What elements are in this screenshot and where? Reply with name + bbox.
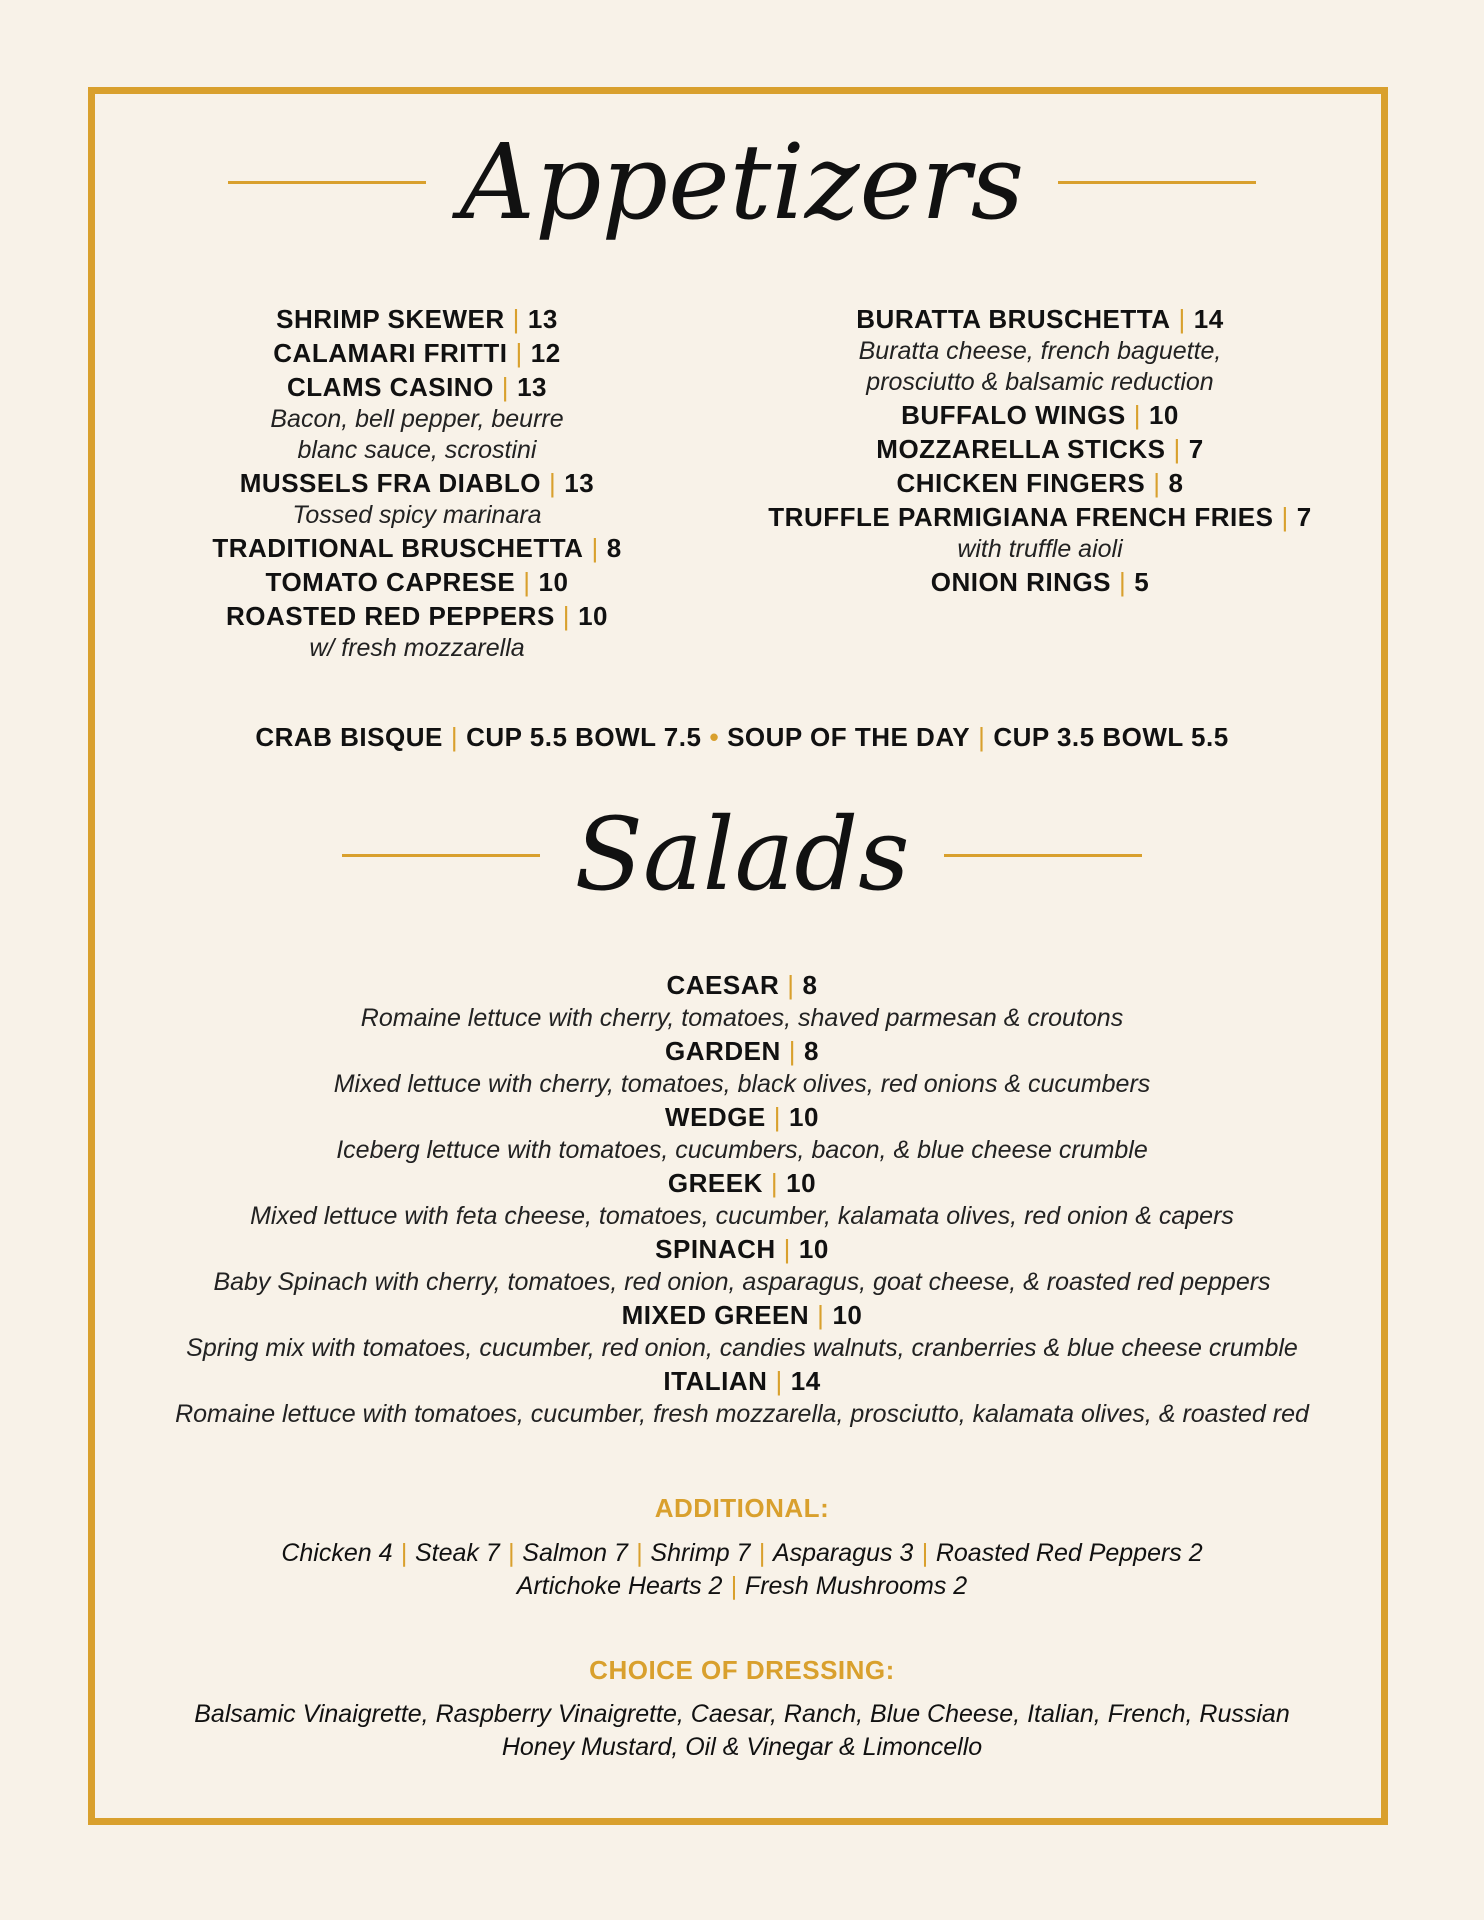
menu-item: [760, 432, 1320, 466]
item-name-line: [202, 531, 632, 565]
item-description: Romaine lettuce with cherry, tomatoes, shaved parmesan & croutons: [360, 1004, 1124, 1032]
item-description: Romaine lettuce with tomatoes, cucumber, fresh mozzarella, prosciutto, kalamata olives, & roasted red: [175, 1400, 1309, 1428]
item-price: 10: [1148, 400, 1179, 430]
pipe-separator: |: [1119, 567, 1127, 597]
menu-item: [100, 1298, 1384, 1364]
dressing-label: CHOICE OF DRESSING:: [589, 1655, 895, 1685]
item-name: BURATTA BRUSCHETTA: [856, 304, 1171, 334]
item-description: Spring mix with tomatoes, cucumber, red onion, candies walnuts, cranberries & blue cheese crumble: [186, 1334, 1298, 1362]
pipe-separator: |: [1281, 502, 1289, 532]
item-name: MIXED GREEN: [621, 1300, 810, 1330]
additional-option: Fresh Mushrooms 2: [744, 1572, 968, 1600]
soup-price: CUP 5.5 BOWL 7.5: [466, 722, 702, 752]
item-name: SHRIMP SKEWER: [276, 304, 505, 334]
dressing-list: [0, 1698, 1484, 1764]
item-description: prosciutto & balsamic reduction: [866, 368, 1214, 396]
item-name: TRADITIONAL BRUSCHETTA: [212, 533, 584, 563]
item-price: 14: [790, 1366, 821, 1396]
item-name-line: [760, 500, 1320, 534]
additional-option: Salmon 7: [522, 1539, 628, 1567]
additional-option: Roasted Red Peppers 2: [935, 1539, 1203, 1567]
item-name-line: [100, 1232, 1384, 1266]
pipe-separator: |: [450, 722, 459, 752]
item-price: 12: [530, 338, 561, 368]
appetizers-heading: [0, 121, 1484, 243]
item-name: GARDEN: [665, 1036, 781, 1066]
item-name-line: [100, 1100, 1384, 1134]
menu-item: [760, 466, 1320, 500]
item-name-line: [760, 398, 1320, 432]
item-name-line: [202, 599, 632, 633]
item-name-line: [760, 432, 1320, 466]
pipe-separator: |: [400, 1539, 407, 1567]
pipe-separator: |: [512, 304, 520, 334]
item-name: WEDGE: [665, 1102, 766, 1132]
item-name-line: [202, 302, 632, 336]
menu-item: [100, 1232, 1384, 1298]
menu-item: [202, 599, 632, 664]
item-description: Bacon, bell pepper, beurre: [270, 405, 564, 433]
item-name-line: [100, 1166, 1384, 1200]
item-name-line: [202, 336, 632, 370]
menu-item: [100, 1100, 1384, 1166]
dot-separator: •: [709, 722, 720, 752]
soup-price: CUP 3.5 BOWL 5.5: [993, 722, 1229, 752]
appetizers-left-column: [202, 302, 632, 664]
pipe-separator: |: [562, 601, 571, 631]
item-name: MUSSELS FRA DIABLO: [239, 468, 542, 498]
soups-line: [0, 722, 1484, 753]
pipe-separator: |: [1133, 400, 1141, 430]
item-name: CLAMS CASINO: [287, 372, 494, 402]
menu-item: [760, 398, 1320, 432]
pipe-separator: |: [1173, 434, 1181, 464]
item-name: GREEK: [667, 1168, 763, 1198]
soup-name: SOUP OF THE DAY: [727, 722, 971, 752]
pipe-separator: |: [549, 468, 557, 498]
item-name-line: [760, 466, 1320, 500]
item-description: with truffle aioli: [957, 535, 1123, 563]
item-description: Mixed lettuce with feta cheese, tomatoes, cucumber, kalamata olives, red onion & capers: [250, 1202, 1234, 1230]
pipe-separator: |: [783, 1234, 791, 1264]
item-name: MOZZARELLA STICKS: [876, 434, 1166, 464]
pipe-separator: |: [1178, 304, 1186, 334]
heading-rule-right: [944, 854, 1142, 857]
item-price: 10: [798, 1234, 829, 1264]
pipe-separator: |: [773, 1102, 782, 1132]
menu-item: [202, 370, 632, 466]
menu-item: [100, 1166, 1384, 1232]
item-name: TRUFFLE PARMIGIANA FRENCH FRIES: [768, 502, 1274, 532]
item-price: 7: [1296, 502, 1312, 532]
item-description: w/ fresh mozzarella: [309, 634, 525, 662]
item-price: 7: [1188, 434, 1204, 464]
heading-rule-left: [228, 181, 426, 184]
pipe-separator: |: [775, 1366, 783, 1396]
item-price: 14: [1193, 304, 1224, 334]
menu-item: [202, 565, 632, 599]
pipe-separator: |: [507, 1539, 515, 1567]
salads-heading: [0, 796, 1484, 913]
pipe-separator: |: [515, 338, 523, 368]
heading-rule-right: [1058, 181, 1256, 184]
item-price: 8: [1168, 468, 1184, 498]
menu-item: [100, 1364, 1384, 1430]
pipe-separator: |: [770, 1168, 779, 1198]
pipe-separator: |: [1153, 468, 1161, 498]
heading-rule-left: [342, 854, 540, 857]
item-name: BUFFALO WINGS: [901, 400, 1126, 430]
menu-item: [202, 531, 632, 565]
item-name: SPINACH: [655, 1234, 776, 1264]
pipe-separator: |: [921, 1539, 928, 1567]
item-name: TOMATO CAPRESE: [265, 567, 516, 597]
item-description: Mixed lettuce with cherry, tomatoes, black olives, red onions & cucumbers: [333, 1070, 1151, 1098]
item-name: ROASTED RED PEPPERS: [226, 601, 555, 631]
item-name: CAESAR: [666, 970, 780, 1000]
additional-label: ADDITIONAL:: [654, 1493, 830, 1523]
item-price: 10: [578, 601, 608, 631]
item-description: Tossed spicy marinara: [292, 501, 542, 529]
item-description: blanc sauce, scrostini: [297, 436, 537, 464]
item-price: 10: [832, 1300, 863, 1330]
dressing-line-1: Balsamic Vinaigrette, Raspberry Vinaigrette, Caesar, Ranch, Blue Cheese, Italian, French, Russian: [194, 1700, 1290, 1728]
appetizers-title: Appetizers: [459, 121, 1025, 243]
additional-option: Chicken 4: [281, 1539, 393, 1567]
menu-item: [760, 302, 1320, 398]
item-name-line: [100, 1034, 1384, 1068]
pipe-separator: |: [501, 372, 510, 402]
salads-title: Salads: [574, 796, 910, 913]
appetizers-right-column: [760, 302, 1320, 599]
pipe-separator: |: [788, 1036, 796, 1066]
pipe-separator: |: [635, 1539, 643, 1567]
item-name-line: [760, 565, 1320, 599]
item-name-line: [100, 968, 1384, 1002]
soup-name: CRAB BISQUE: [255, 722, 443, 752]
item-name-line: [202, 466, 632, 500]
item-name-line: [760, 302, 1320, 336]
pipe-separator: |: [787, 970, 795, 1000]
item-name: CALAMARI FRITTI: [273, 338, 508, 368]
menu-item: [202, 466, 632, 531]
additional-line-1: [0, 1537, 1484, 1570]
item-name-line: [202, 370, 632, 404]
item-price: 10: [538, 567, 569, 597]
pipe-separator: |: [523, 567, 531, 597]
additional-option: Shrimp 7: [650, 1539, 751, 1567]
pipe-separator: |: [978, 722, 986, 752]
menu-item: [202, 336, 632, 370]
additional-line-2: [0, 1570, 1484, 1603]
dressing-line-2: Honey Mustard, Oil & Vinegar & Limoncello: [501, 1733, 983, 1761]
item-price: 10: [786, 1168, 817, 1198]
menu-item: [202, 302, 632, 336]
item-name: ONION RINGS: [930, 567, 1112, 597]
item-name-line: [202, 565, 632, 599]
item-price: 5: [1134, 567, 1150, 597]
item-price: 13: [527, 304, 558, 334]
pipe-separator: |: [758, 1539, 765, 1567]
menu-item: [100, 968, 1384, 1034]
additional-option: Asparagus 3: [772, 1539, 914, 1567]
item-price: 8: [803, 1036, 819, 1066]
item-name: ITALIAN: [663, 1366, 768, 1396]
pipe-separator: |: [817, 1300, 825, 1330]
salads-list: [100, 968, 1384, 1430]
item-name-line: [100, 1364, 1384, 1398]
item-price: 13: [564, 468, 595, 498]
additional-option: Steak 7: [415, 1539, 500, 1567]
additional-option: Artichoke Hearts 2: [516, 1572, 723, 1600]
item-price: 10: [789, 1102, 819, 1132]
item-price: 8: [802, 970, 818, 1000]
menu-item: [760, 500, 1320, 565]
menu-item: [100, 1034, 1384, 1100]
item-description: Buratta cheese, french baguette,: [858, 337, 1222, 365]
item-name: CHICKEN FINGERS: [896, 468, 1146, 498]
item-description: Iceberg lettuce with tomatoes, cucumbers, bacon, & blue cheese crumble: [336, 1136, 1148, 1164]
item-name-line: [100, 1298, 1384, 1332]
item-price: 8: [606, 533, 622, 563]
menu-item: [760, 565, 1320, 599]
pipe-separator: |: [730, 1572, 737, 1600]
additional-list: [0, 1537, 1484, 1603]
item-price: 13: [517, 372, 547, 402]
item-description: Baby Spinach with cherry, tomatoes, red onion, asparagus, goat cheese, & roasted red peppers: [213, 1268, 1271, 1296]
pipe-separator: |: [591, 533, 599, 563]
